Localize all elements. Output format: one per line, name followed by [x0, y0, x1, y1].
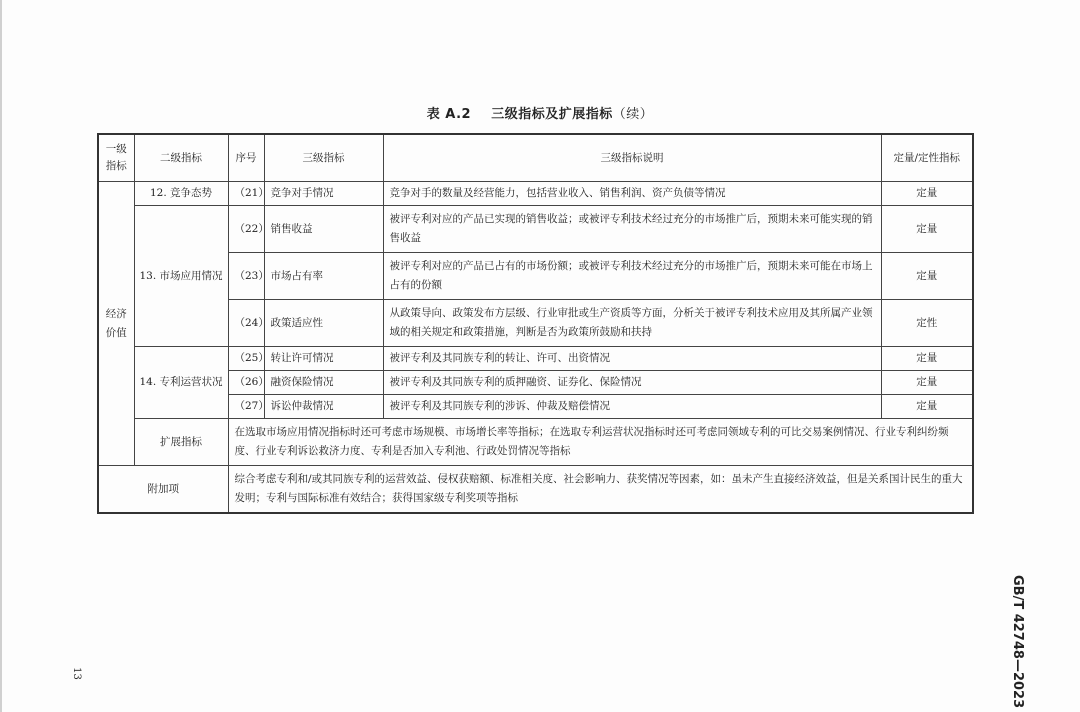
addon-text: 综合考虑专利和/或其同族专利的运营效益、侵权获赔额、标准相关度、社会影响力、获奖情况等因素，如：虽未产生直接经济效益，但是关系国计民生的重大发明；专利与国际标准有效结合；获得国家级专利奖项等指标: [228, 466, 973, 514]
row-name: 转让许可情况: [264, 347, 383, 371]
extension-row: [98, 419, 973, 466]
extension-text: 在选取市场应用情况指标时还可考虑市场规模、市场增长率等指标；在选取专利运营状况指标时还可考虑同领域专利的可比交易案例情况、行业专利纠纷频度、行业专利诉讼救济力度、专利是否加入专利池、行政处罚情况等指标: [228, 419, 973, 466]
row-desc: 被评专利及其同族专利的转让、许可、出资情况: [383, 347, 881, 371]
row-no: （26）: [228, 371, 264, 395]
header-desc: 三级指标说明: [383, 134, 881, 182]
header-row: [98, 134, 973, 182]
addon-label: 附加项: [98, 466, 228, 514]
row-desc: 从政策导向、政策发布方层级、行业审批或生产资质等方面，分析关于被评专利技术应用及其所属产业领域的相关规定和政策措施，判断是否为政策所鼓励和扶持: [383, 300, 881, 347]
level1-cell: 经济 价值: [98, 182, 134, 466]
row-desc: 竞争对手的数量及经营能力，包括营业收入、销售利润、资产负债等情况: [383, 182, 881, 206]
header-no: 序号: [228, 134, 264, 182]
row-type: 定量: [881, 347, 973, 371]
row-no: （24）: [228, 300, 264, 347]
caption-label: 表 A.2: [426, 107, 472, 122]
row-name: 政策适应性: [264, 300, 383, 347]
row-name: 市场占有率: [264, 253, 383, 300]
header-level1: 一级 指标: [98, 134, 134, 182]
row-type: 定量: [881, 253, 973, 300]
table-row: [98, 347, 973, 371]
header-type: 定量/定性指标: [881, 134, 973, 182]
extension-label: 扩展指标: [134, 419, 228, 466]
row-no: （21）: [228, 182, 264, 206]
standard-code: GB/T 42748—2023: [1010, 575, 1025, 709]
row-type: 定量: [881, 206, 973, 253]
row-no: （27）: [228, 395, 264, 419]
table-row: [98, 182, 973, 206]
table-row: [98, 395, 973, 419]
row-name: 竞争对手情况: [264, 182, 383, 206]
table-row: [98, 371, 973, 395]
group-12: 12. 竞争态势: [134, 182, 228, 206]
row-desc: 被评专利及其同族专利的质押融资、证券化、保险情况: [383, 371, 881, 395]
row-no: （22）: [228, 206, 264, 253]
group-14: 14. 专利运营状况: [134, 347, 228, 419]
table-caption: [0, 103, 1080, 122]
caption-title: 三级指标及扩展指标: [491, 107, 613, 122]
row-name: 销售收益: [264, 206, 383, 253]
row-desc: 被评专利及其同族专利的涉诉、仲裁及赔偿情况: [383, 395, 881, 419]
header-level2: 二级指标: [134, 134, 228, 182]
page-number: 13: [70, 667, 82, 680]
table-row: [98, 206, 973, 253]
row-name: 融资保险情况: [264, 371, 383, 395]
caption-cont: （续）: [612, 107, 654, 122]
row-type: 定量: [881, 182, 973, 206]
addon-row: [98, 466, 973, 514]
row-type: 定性: [881, 300, 973, 347]
row-no: （23）: [228, 253, 264, 300]
row-no: （25）: [228, 347, 264, 371]
row-name: 诉讼仲裁情况: [264, 395, 383, 419]
table-row: [98, 300, 973, 347]
row-type: 定量: [881, 395, 973, 419]
header-level3: 三级指标: [264, 134, 383, 182]
row-desc: 被评专利对应的产品已实现的销售收益；或被评专利技术经过充分的市场推广后，预期未来可能实现的销售收益: [383, 206, 881, 253]
table-row: [98, 253, 973, 300]
row-type: 定量: [881, 371, 973, 395]
group-13: 13. 市场应用情况: [134, 206, 228, 347]
indicator-table: [97, 133, 974, 514]
row-desc: 被评专利对应的产品已占有的市场份额；或被评专利技术经过充分的市场推广后，预期未来可能在市场上占有的份额: [383, 253, 881, 300]
